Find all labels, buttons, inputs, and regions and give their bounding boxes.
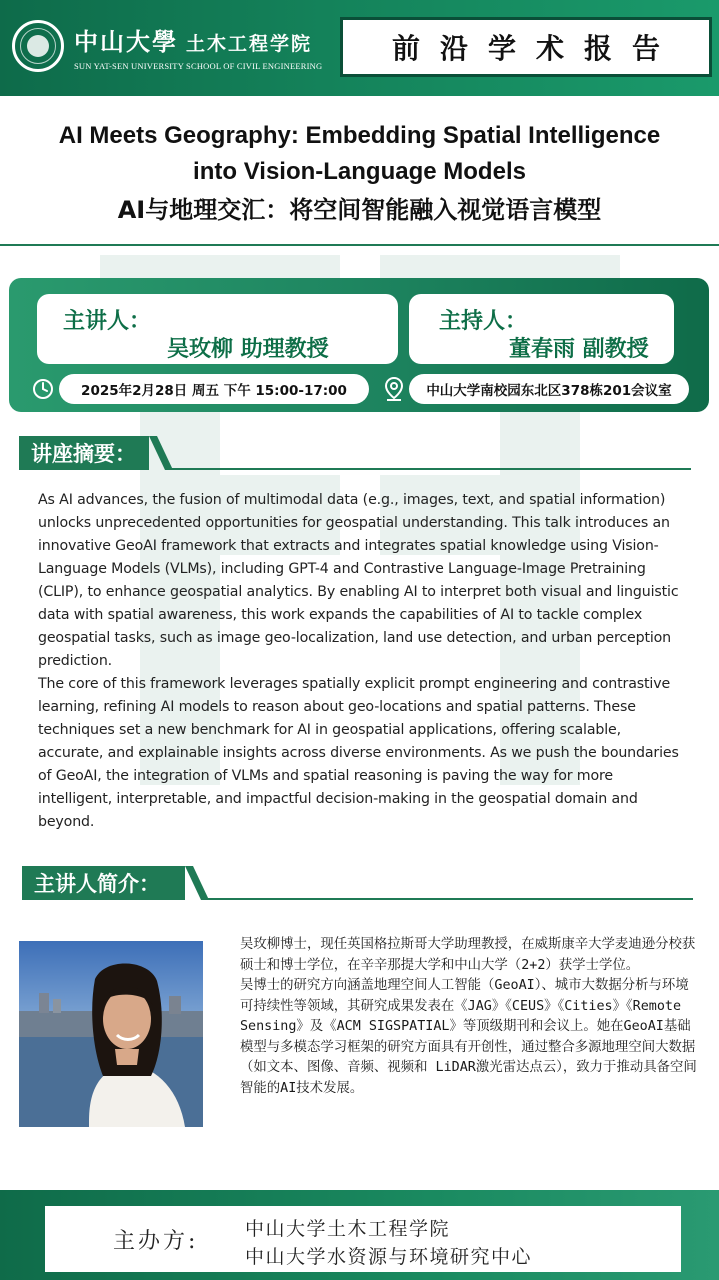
talk-title-english-line2: into Vision-Language Models <box>193 158 526 185</box>
talk-title-chinese: AI与地理交汇：将空间智能融入视觉语言模型 <box>117 196 602 224</box>
abstract-paragraph-1: As AI advances, the fusion of multimodal data (e.g., images, text, and spatial information) unlocks unprecedented opportunities for geospatial understanding. This talk introduces an innovative GeoAI framework that extracts and integrates spatial knowledge using Vision-Language Models (VLMs), including GPT-4 and Contrastive Language-Image Pretraining (CLIP), to enhance geospatial analytics. By enabling AI to interpret both visual and linguistic data with spatial awareness, this work expands the capabilities of AI to tackle complex geospatial tasks, such as image geo-localization, land use detection, and urban perception prediction. <box>38 492 679 669</box>
event-time: 2025年2月28日 周五 下午 15:00-17:00 <box>59 374 369 404</box>
university-name-english: SUN YAT-SEN UNIVERSITY SCHOOL OF CIVIL ENGINEERING <box>74 60 323 71</box>
university-logo <box>12 20 322 72</box>
abstract-heading: 讲座摘要： <box>19 436 149 470</box>
university-name: 中山大學 <box>74 26 178 56</box>
speaker-role-label: 主讲人： <box>63 309 152 334</box>
event-location: 中山大学南校园东北区378栋201会议室 <box>409 374 689 404</box>
speaker-name: 吴玫柳 助理教授 <box>167 337 329 362</box>
abstract-body <box>38 489 690 834</box>
abstract-heading-rule <box>165 468 691 470</box>
speaker-card <box>37 294 398 364</box>
host-role-label: 主持人： <box>439 309 528 334</box>
bio-body <box>240 935 700 1099</box>
footer-banner <box>0 1190 719 1280</box>
organizer-label: 主办方: <box>113 1229 199 1254</box>
abstract-paragraph-2: The core of this framework leverages spatially explicit prompt engineering and contrastive learning, refining AI models to reason about geo-locations and spatial patterns. These techniques set a new benchmark for AI in geospatial applications, offering scalable, accurate, and explainable insights across diverse environments. As we push the boundaries of GeoAI, the integration of VLMs and spatial reasoning is paving the way for more intelligent, interpretable, and impactful decision-making in the geospatial domain and beyond. <box>38 676 679 830</box>
speaker-photo <box>19 941 203 1127</box>
heading-slash-decoration <box>185 866 211 900</box>
bio-paragraph-1: 吴玫柳博士，现任英国格拉斯哥大学助理教授，在威斯康辛大学麦迪逊分校获硕士和博士学位，在辛辛那提大学和中山大学（2+2）获学士学位。 <box>240 937 696 973</box>
host-name: 董春雨 副教授 <box>509 337 649 362</box>
report-label-box <box>340 17 712 77</box>
report-label: 前沿学术报告 <box>391 32 680 65</box>
bio-paragraph-2: 吴博士的研究方向涵盖地理空间人工智能（GeoAI）、城市大数据分析与环境可持续性等领域，其研究成果发表在《JAG》《CEUS》《Cities》《Remote Sensing》及《ACM SIGSPATIAL》等顶级期刊和会议上。她在GeoAI基础模型与多模态学习框架的研究方面具有开创性，通过整合多源地理空间大数据（如文本、图像、音频、视频和 LiDAR激光雷达点云），致力于推动具备空间智能的AI技术发展。 <box>240 978 697 1096</box>
location-pin-icon <box>383 376 405 402</box>
organizer-2: 中山大学水资源与环境研究中心 <box>245 1246 533 1268</box>
clock-icon <box>32 378 54 400</box>
bio-heading-rule <box>202 898 693 900</box>
host-card <box>409 294 674 364</box>
talk-title-english-line1: AI Meets Geography: Embedding Spatial Intelligence <box>58 122 661 149</box>
organizer-1: 中山大学土木工程学院 <box>245 1218 451 1240</box>
bio-heading: 主讲人简介： <box>22 866 185 900</box>
speaker-info-panel <box>9 278 709 412</box>
heading-slash-decoration <box>149 436 175 470</box>
talk-title-english <box>0 118 719 190</box>
school-name: 土木工程学院 <box>186 32 313 55</box>
title-divider <box>0 244 719 246</box>
header-banner <box>0 0 719 96</box>
university-seal-icon <box>12 20 64 72</box>
organizer-card <box>45 1206 681 1272</box>
